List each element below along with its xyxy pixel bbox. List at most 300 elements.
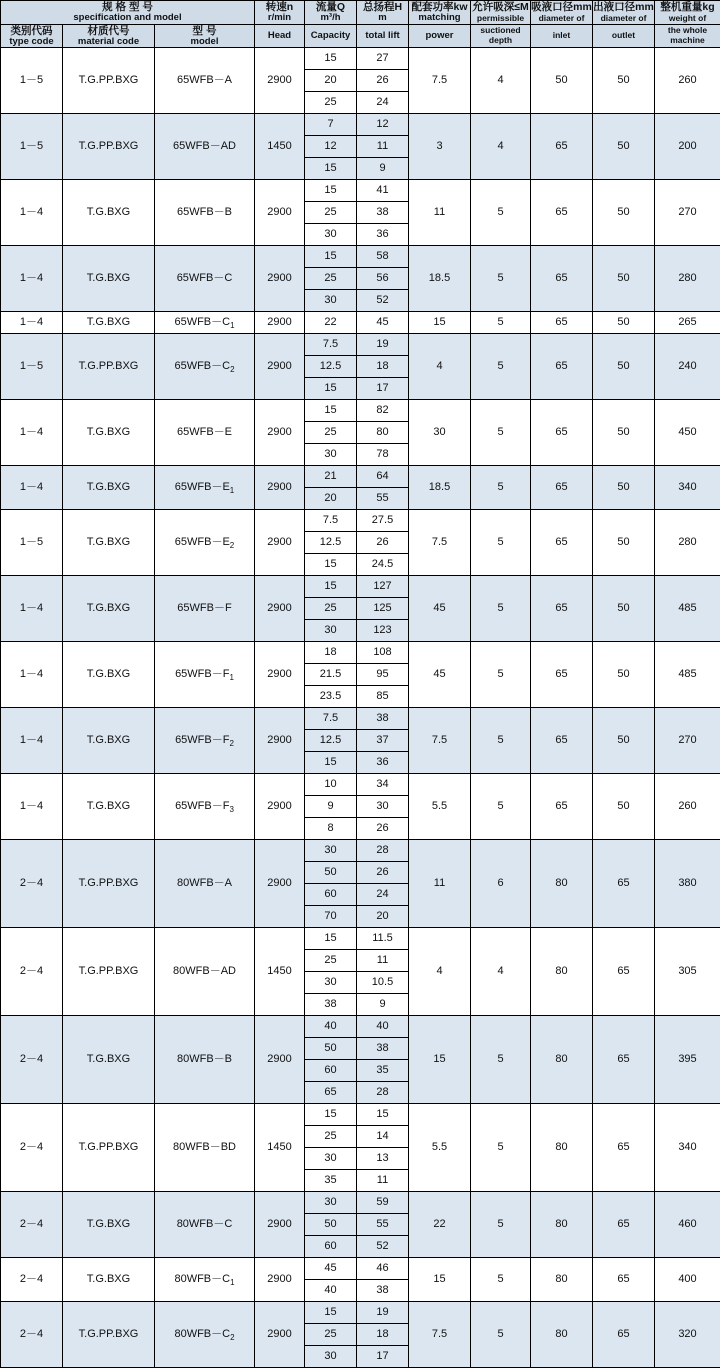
cell-capacity: 21 (305, 466, 357, 488)
cell-suction-depth: 5 (471, 312, 531, 334)
cell-power: 4 (409, 334, 471, 400)
cell-total-lift: 59 (357, 1192, 409, 1214)
header-power (409, 1, 471, 25)
cell-total-lift: 108 (357, 642, 409, 664)
header-outlet (593, 1, 655, 25)
cell-model: 80WFB－AD (155, 928, 255, 1016)
cell-suction-depth: 5 (471, 1302, 531, 1368)
cell-material-code: T.G.BXG (63, 400, 155, 466)
cell-speed: 2900 (255, 400, 305, 466)
cell-type-code: 2－4 (1, 1192, 63, 1258)
table-row (1, 1302, 720, 1324)
header-cn-model: 型 号 (155, 25, 254, 37)
header-en-total-lift: total lift (357, 31, 408, 41)
cell-weight: 240 (655, 334, 720, 400)
cell-inlet-diameter: 65 (531, 576, 593, 642)
header-speed (255, 1, 305, 25)
cell-outlet-diameter: 65 (593, 1016, 655, 1104)
cell-capacity: 25 (305, 268, 357, 290)
cell-capacity: 70 (305, 906, 357, 928)
cell-capacity: 25 (305, 1324, 357, 1346)
cell-suction-depth: 6 (471, 840, 531, 928)
cell-weight: 460 (655, 1192, 720, 1258)
cell-power: 7.5 (409, 510, 471, 576)
cell-capacity: 7.5 (305, 334, 357, 356)
cell-speed: 2900 (255, 334, 305, 400)
cell-total-lift: 123 (357, 620, 409, 642)
cell-suction-depth: 5 (471, 334, 531, 400)
header-lift-label (357, 24, 409, 48)
cell-total-lift: 26 (357, 862, 409, 884)
cell-outlet-diameter: 50 (593, 114, 655, 180)
cell-outlet-diameter: 50 (593, 400, 655, 466)
cell-speed: 2900 (255, 48, 305, 114)
cell-weight: 395 (655, 1016, 720, 1104)
cell-inlet-diameter: 65 (531, 180, 593, 246)
header-en-power-word: power (409, 31, 470, 41)
cell-speed: 1450 (255, 114, 305, 180)
header-cn-outlet: 出液口径mm (593, 1, 654, 13)
header-material-code (63, 24, 155, 48)
cell-total-lift: 11 (357, 136, 409, 158)
table-row (1, 114, 720, 136)
cell-speed: 2900 (255, 180, 305, 246)
cell-material-code: T.G.BXG (63, 708, 155, 774)
cell-model: $65WFB-F_3$ (155, 774, 255, 840)
header-en-head: Head (255, 31, 304, 41)
cell-model: 65WFB－F (155, 576, 255, 642)
cell-type-code: 1－4 (1, 312, 63, 334)
cell-capacity: 15 (305, 1302, 357, 1324)
cell-capacity: 50 (305, 1038, 357, 1060)
cell-type-code: 2－4 (1, 1104, 63, 1192)
cell-type-code: 1－5 (1, 334, 63, 400)
cell-total-lift: 11 (357, 950, 409, 972)
cell-capacity: 15 (305, 576, 357, 598)
cell-capacity: 30 (305, 972, 357, 994)
cell-type-code: 1－4 (1, 576, 63, 642)
cell-capacity: 30 (305, 444, 357, 466)
cell-weight: 320 (655, 1302, 720, 1368)
cell-type-code: 2－4 (1, 1302, 63, 1368)
header-en-type-code: type code (1, 37, 62, 47)
cell-capacity: 30 (305, 1148, 357, 1170)
table-row (1, 642, 720, 664)
cell-capacity: 38 (305, 994, 357, 1016)
cell-power: 45 (409, 642, 471, 708)
cell-capacity: 35 (305, 1170, 357, 1192)
cell-material-code: T.G.BXG (63, 466, 155, 510)
cell-capacity: 15 (305, 928, 357, 950)
header-head-unit (255, 24, 305, 48)
cell-inlet-diameter: 80 (531, 1258, 593, 1302)
cell-total-lift: 38 (357, 1280, 409, 1302)
cell-inlet-diameter: 65 (531, 114, 593, 180)
cell-total-lift: 64 (357, 466, 409, 488)
cell-power: 4 (409, 928, 471, 1016)
cell-speed: 2900 (255, 246, 305, 312)
cell-weight: 260 (655, 48, 720, 114)
cell-outlet-diameter: 50 (593, 334, 655, 400)
cell-total-lift: 28 (357, 1082, 409, 1104)
cell-material-code: T.G.PP.BXG (63, 1302, 155, 1368)
cell-total-lift: 37 (357, 730, 409, 752)
table-row (1, 246, 720, 268)
cell-type-code: 2－4 (1, 840, 63, 928)
cell-power: 11 (409, 840, 471, 928)
cell-power: 18.5 (409, 246, 471, 312)
table-row (1, 708, 720, 730)
cell-capacity: 15 (305, 400, 357, 422)
cell-total-lift: 14 (357, 1126, 409, 1148)
cell-capacity: 60 (305, 1060, 357, 1082)
cell-capacity: 60 (305, 884, 357, 906)
cell-speed: 2900 (255, 1258, 305, 1302)
header-capacity-label (305, 24, 357, 48)
cell-capacity: 10 (305, 774, 357, 796)
cell-power: 7.5 (409, 708, 471, 774)
cell-total-lift: 80 (357, 422, 409, 444)
cell-total-lift: 19 (357, 1302, 409, 1324)
cell-capacity: 8 (305, 818, 357, 840)
cell-outlet-diameter: 65 (593, 840, 655, 928)
cell-power: 15 (409, 1258, 471, 1302)
cell-material-code: T.G.BXG (63, 510, 155, 576)
header-en-power: matching (409, 13, 470, 23)
cell-inlet-diameter: 65 (531, 510, 593, 576)
cell-material-code: T.G.BXG (63, 312, 155, 334)
cell-model: $65WFB-E_1$ (155, 466, 255, 510)
cell-capacity: 12.5 (305, 532, 357, 554)
cell-type-code: 1－4 (1, 774, 63, 840)
cell-model: $65WFB-C_2$ (155, 334, 255, 400)
cell-total-lift: 55 (357, 1214, 409, 1236)
cell-capacity: 15 (305, 554, 357, 576)
cell-outlet-diameter: 50 (593, 774, 655, 840)
cell-inlet-diameter: 65 (531, 466, 593, 510)
cell-capacity: 30 (305, 620, 357, 642)
cell-capacity: 15 (305, 752, 357, 774)
cell-total-lift: 85 (357, 686, 409, 708)
header-en-weight: weight of (655, 14, 720, 24)
cell-type-code: 1－4 (1, 708, 63, 774)
cell-outlet-diameter: 65 (593, 1258, 655, 1302)
header-suction-depth (471, 1, 531, 25)
cell-suction-depth: 5 (471, 510, 531, 576)
cell-capacity: 30 (305, 224, 357, 246)
cell-speed: 2900 (255, 642, 305, 708)
cell-power: 45 (409, 576, 471, 642)
table-row (1, 312, 720, 334)
cell-inlet-diameter: 80 (531, 1302, 593, 1368)
cell-outlet-diameter: 50 (593, 312, 655, 334)
cell-total-lift: 38 (357, 1038, 409, 1060)
cell-total-lift: 40 (357, 1016, 409, 1038)
header-weight-label (655, 24, 720, 48)
header-power-label (409, 24, 471, 48)
header-en-spec: specification and model (1, 13, 254, 23)
header-en-lift-unit: m (357, 13, 408, 23)
cell-total-lift: 34 (357, 774, 409, 796)
cell-capacity: 25 (305, 1126, 357, 1148)
cell-type-code: 1－4 (1, 400, 63, 466)
cell-capacity: 18 (305, 642, 357, 664)
cell-inlet-diameter: 65 (531, 246, 593, 312)
cell-total-lift: 52 (357, 1236, 409, 1258)
header-en-speed: r/min (255, 13, 304, 23)
cell-suction-depth: 5 (471, 400, 531, 466)
cell-capacity: 25 (305, 950, 357, 972)
table-row (1, 576, 720, 598)
header-outlet-label (593, 24, 655, 48)
cell-power: 18.5 (409, 466, 471, 510)
header-inlet-label (531, 24, 593, 48)
cell-speed: 2900 (255, 1302, 305, 1368)
cell-total-lift: 13 (357, 1148, 409, 1170)
cell-type-code: 1－5 (1, 114, 63, 180)
header-en-depth-word: suctioned depth (471, 26, 530, 45)
cell-total-lift: 26 (357, 818, 409, 840)
cell-outlet-diameter: 50 (593, 576, 655, 642)
cell-total-lift: 78 (357, 444, 409, 466)
cell-capacity: 60 (305, 1236, 357, 1258)
cell-weight: 280 (655, 246, 720, 312)
cell-model: 65WFB－C (155, 246, 255, 312)
cell-model: 80WFB－BD (155, 1104, 255, 1192)
cell-material-code: T.G.BXG (63, 1192, 155, 1258)
cell-capacity: 30 (305, 1192, 357, 1214)
cell-capacity: 9 (305, 796, 357, 818)
cell-material-code: T.G.BXG (63, 642, 155, 708)
cell-capacity: 15 (305, 180, 357, 202)
header-inlet (531, 1, 593, 25)
cell-total-lift: 10.5 (357, 972, 409, 994)
header-cn-speed: 转速n (255, 1, 304, 13)
cell-capacity: 25 (305, 422, 357, 444)
cell-capacity: 45 (305, 1258, 357, 1280)
cell-material-code: T.G.PP.BXG (63, 928, 155, 1016)
cell-inlet-diameter: 80 (531, 840, 593, 928)
cell-model: 65WFB－A (155, 48, 255, 114)
cell-total-lift: 20 (357, 906, 409, 928)
header-en-weight-word: the whole machine (655, 26, 720, 45)
header-en-inlet: diameter of (531, 14, 592, 24)
cell-power: 22 (409, 1192, 471, 1258)
header-en-inlet-word: inlet (531, 31, 592, 41)
cell-capacity: 40 (305, 1016, 357, 1038)
cell-speed: 1450 (255, 1104, 305, 1192)
cell-capacity: 23.5 (305, 686, 357, 708)
cell-speed: 1450 (255, 928, 305, 1016)
table-header (1, 1, 720, 48)
cell-suction-depth: 5 (471, 774, 531, 840)
cell-speed: 2900 (255, 708, 305, 774)
header-type-code (1, 24, 63, 48)
cell-capacity: 25 (305, 598, 357, 620)
table-row (1, 180, 720, 202)
cell-outlet-diameter: 50 (593, 642, 655, 708)
table-row (1, 334, 720, 356)
cell-model: $80WFB-C_1$ (155, 1258, 255, 1302)
cell-power: 15 (409, 1016, 471, 1104)
cell-suction-depth: 5 (471, 1258, 531, 1302)
cell-capacity: 15 (305, 246, 357, 268)
cell-outlet-diameter: 65 (593, 1192, 655, 1258)
cell-suction-depth: 5 (471, 708, 531, 774)
cell-power: 7.5 (409, 48, 471, 114)
cell-inlet-diameter: 50 (531, 48, 593, 114)
cell-speed: 2900 (255, 774, 305, 840)
cell-inlet-diameter: 80 (531, 928, 593, 1016)
cell-total-lift: 56 (357, 268, 409, 290)
cell-outlet-diameter: 65 (593, 1104, 655, 1192)
cell-outlet-diameter: 65 (593, 1302, 655, 1368)
header-cn-lift: 总扬程H (357, 1, 408, 13)
header-cn-capacity: 流量Q (305, 1, 356, 13)
cell-total-lift: 45 (357, 312, 409, 334)
cell-weight: 380 (655, 840, 720, 928)
cell-weight: 400 (655, 1258, 720, 1302)
cell-weight: 200 (655, 114, 720, 180)
cell-type-code: 1－5 (1, 48, 63, 114)
cell-capacity: 50 (305, 1214, 357, 1236)
cell-speed: 2900 (255, 1192, 305, 1258)
header-weight (655, 1, 720, 25)
header-en-model: model (155, 37, 254, 47)
cell-material-code: T.G.BXG (63, 180, 155, 246)
cell-capacity: 22 (305, 312, 357, 334)
header-row-bottom (1, 24, 720, 48)
cell-speed: 2900 (255, 1016, 305, 1104)
cell-type-code: 1－4 (1, 246, 63, 312)
cell-model: 80WFB－C (155, 1192, 255, 1258)
cell-material-code: T.G.PP.BXG (63, 334, 155, 400)
cell-weight: 265 (655, 312, 720, 334)
cell-suction-depth: 5 (471, 1104, 531, 1192)
cell-speed: 2900 (255, 312, 305, 334)
cell-capacity: 20 (305, 70, 357, 92)
cell-inlet-diameter: 65 (531, 334, 593, 400)
cell-total-lift: 38 (357, 202, 409, 224)
cell-total-lift: 46 (357, 1258, 409, 1280)
header-model (155, 24, 255, 48)
cell-capacity: 12.5 (305, 730, 357, 752)
cell-capacity: 25 (305, 92, 357, 114)
header-en-outlet: diameter of (593, 14, 654, 24)
cell-inlet-diameter: 65 (531, 400, 593, 466)
header-row-top (1, 1, 720, 25)
cell-total-lift: 9 (357, 994, 409, 1016)
cell-weight: 270 (655, 180, 720, 246)
cell-capacity: 30 (305, 840, 357, 862)
cell-capacity: 30 (305, 290, 357, 312)
cell-total-lift: 17 (357, 1346, 409, 1368)
cell-type-code: 2－4 (1, 1016, 63, 1104)
table-row (1, 1258, 720, 1280)
cell-total-lift: 26 (357, 532, 409, 554)
cell-material-code: T.G.PP.BXG (63, 48, 155, 114)
cell-weight: 450 (655, 400, 720, 466)
cell-outlet-diameter: 50 (593, 466, 655, 510)
cell-model: $65WFB-F_1$ (155, 642, 255, 708)
cell-outlet-diameter: 50 (593, 48, 655, 114)
cell-outlet-diameter: 50 (593, 180, 655, 246)
cell-capacity: 7 (305, 114, 357, 136)
header-en-capacity-unit: m³/h (305, 13, 356, 23)
cell-total-lift: 26 (357, 70, 409, 92)
cell-capacity: 7.5 (305, 510, 357, 532)
cell-model: $65WFB-F_2$ (155, 708, 255, 774)
cell-power: 15 (409, 312, 471, 334)
cell-suction-depth: 5 (471, 576, 531, 642)
cell-material-code: T.G.PP.BXG (63, 114, 155, 180)
cell-capacity: 20 (305, 488, 357, 510)
cell-material-code: T.G.PP.BXG (63, 840, 155, 928)
cell-weight: 305 (655, 928, 720, 1016)
cell-weight: 270 (655, 708, 720, 774)
header-cn-spec: 规 格 型 号 (1, 1, 254, 13)
cell-suction-depth: 5 (471, 246, 531, 312)
cell-total-lift: 125 (357, 598, 409, 620)
cell-capacity: 40 (305, 1280, 357, 1302)
header-cn-inlet: 吸液口径mm (531, 1, 592, 13)
cell-total-lift: 17 (357, 378, 409, 400)
cell-suction-depth: 4 (471, 928, 531, 1016)
cell-weight: 260 (655, 774, 720, 840)
cell-model: 80WFB－B (155, 1016, 255, 1104)
cell-capacity: 15 (305, 48, 357, 70)
cell-capacity: 7.5 (305, 708, 357, 730)
cell-type-code: 2－4 (1, 928, 63, 1016)
cell-inlet-diameter: 65 (531, 312, 593, 334)
cell-total-lift: 95 (357, 664, 409, 686)
table-row (1, 774, 720, 796)
cell-speed: 2900 (255, 510, 305, 576)
cell-inlet-diameter: 80 (531, 1016, 593, 1104)
cell-model: 80WFB－A (155, 840, 255, 928)
cell-outlet-diameter: 50 (593, 246, 655, 312)
cell-total-lift: 36 (357, 752, 409, 774)
cell-total-lift: 82 (357, 400, 409, 422)
cell-capacity: 15 (305, 1104, 357, 1126)
cell-material-code: T.G.PP.BXG (63, 1104, 155, 1192)
cell-type-code: 1－5 (1, 510, 63, 576)
cell-inlet-diameter: 80 (531, 1192, 593, 1258)
cell-model: 65WFB－E (155, 400, 255, 466)
cell-total-lift: 27 (357, 48, 409, 70)
cell-capacity: 12.5 (305, 356, 357, 378)
cell-capacity: 65 (305, 1082, 357, 1104)
cell-model: 65WFB－AD (155, 114, 255, 180)
cell-power: 5.5 (409, 774, 471, 840)
cell-suction-depth: 4 (471, 114, 531, 180)
cell-weight: 280 (655, 510, 720, 576)
cell-material-code: T.G.BXG (63, 774, 155, 840)
cell-weight: 340 (655, 1104, 720, 1192)
cell-weight: 485 (655, 642, 720, 708)
cell-type-code: 1－4 (1, 642, 63, 708)
table-row (1, 840, 720, 862)
cell-suction-depth: 5 (471, 1016, 531, 1104)
cell-total-lift: 38 (357, 708, 409, 730)
cell-type-code: 2－4 (1, 1258, 63, 1302)
header-cn-depth: 允许吸深≤M (471, 1, 530, 13)
cell-model: 65WFB－B (155, 180, 255, 246)
cell-total-lift: 11 (357, 1170, 409, 1192)
cell-total-lift: 11.5 (357, 928, 409, 950)
cell-capacity: 25 (305, 202, 357, 224)
cell-total-lift: 30 (357, 796, 409, 818)
